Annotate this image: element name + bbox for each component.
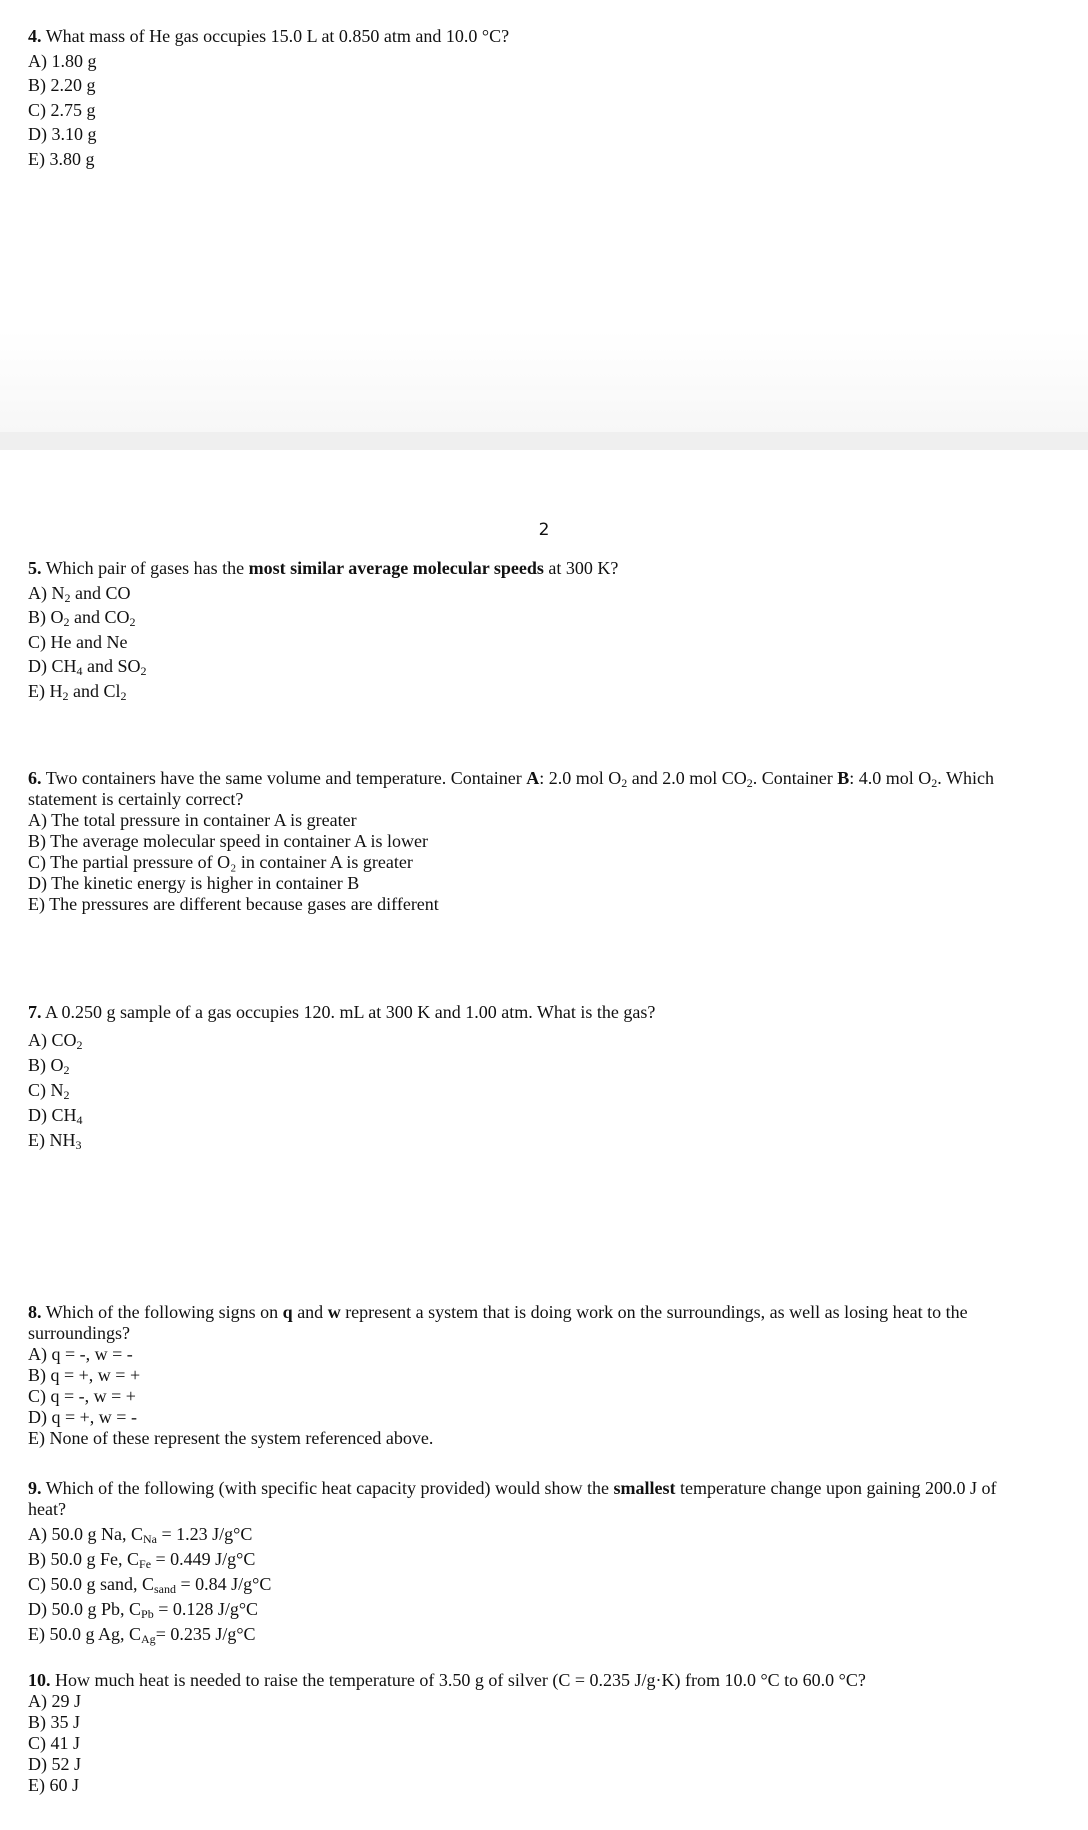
page-separator bbox=[0, 432, 1088, 450]
option-b[interactable]: B) 2.20 g bbox=[28, 75, 96, 95]
option-c[interactable]: C) $N_2$ bbox=[28, 1079, 70, 1102]
option-a[interactable]: A) q = -, w = - bbox=[28, 1344, 133, 1364]
question-stem: Which pair of gases has the bbox=[45, 558, 249, 578]
question-7 bbox=[28, 1000, 1038, 1153]
option-b[interactable]: B) $O_2$ bbox=[28, 1054, 70, 1077]
question-10-text bbox=[28, 1670, 1038, 1691]
option-d[interactable]: D) $CH_4$ bbox=[28, 1104, 83, 1127]
option-e[interactable]: E) 60 J bbox=[28, 1775, 79, 1795]
option-e[interactable]: E) 3.80 g bbox=[28, 148, 95, 169]
question-stem: How much heat is needed to raise the temperature of 3.50 g of silver (C = 0.235 J/g·K) from 10.0 °C to 60.0 °C? bbox=[55, 1670, 866, 1690]
option-b[interactable]: B) q = +, w = + bbox=[28, 1365, 141, 1385]
option-b[interactable]: B) $O_2$ and $CO_2$ bbox=[28, 607, 136, 629]
question-4-text bbox=[28, 24, 1038, 49]
question-stem-end: at 300 K? bbox=[543, 558, 619, 578]
question-5-text bbox=[28, 556, 1038, 581]
question-number: 9. bbox=[28, 1478, 42, 1498]
option-d[interactable]: D) 3.10 g bbox=[28, 124, 97, 144]
option-b[interactable]: B) 35 J bbox=[28, 1712, 81, 1732]
option-a[interactable]: A) 29 J bbox=[28, 1691, 81, 1711]
question-9-text: 9. Which of the following (with specific heat capacity provided) would show the smallest temperature change upon gaining 200.0 J of heat? bbox=[28, 1478, 997, 1519]
option-e[interactable]: E) None of these represent the system referenced above. bbox=[28, 1428, 434, 1448]
option-e[interactable]: E) The pressures are different because gases are different bbox=[28, 894, 439, 914]
question-emphasis: most similar average molecular speeds bbox=[248, 558, 544, 578]
option-d[interactable]: D) q = +, w = - bbox=[28, 1407, 137, 1427]
question-7-text bbox=[28, 1000, 1038, 1025]
option-e[interactable]: E) $NH_3$ bbox=[28, 1129, 82, 1152]
option-d[interactable]: D) 50.0 g Pb, $C_{Pb} = 0.128$ J/g°C bbox=[28, 1599, 259, 1621]
option-e[interactable]: E) 50.0 g Ag, $C_{Ag}= 0.235$ J/g°C bbox=[28, 1624, 256, 1646]
option-c[interactable]: C) q = -, w = + bbox=[28, 1386, 136, 1406]
option-c[interactable]: C) He and Ne bbox=[28, 631, 128, 652]
question-6 bbox=[28, 768, 1038, 915]
option-a[interactable]: A) 50.0 g Na, $C_{Na} = 1.23$ J/g°C bbox=[28, 1524, 253, 1546]
question-4 bbox=[28, 24, 1038, 171]
option-e[interactable]: E) $H_2$ and $Cl_2$ bbox=[28, 680, 127, 703]
option-d[interactable]: D) $CH_4$ and $SO_2$ bbox=[28, 656, 147, 678]
page-bottom-shade bbox=[0, 330, 1088, 432]
option-d[interactable]: D) The kinetic energy is higher in container B bbox=[28, 873, 360, 893]
question-number: 8. bbox=[28, 1302, 42, 1322]
question-5 bbox=[28, 556, 1038, 703]
option-c[interactable]: C) The partial pressure of O₂ in container A is greater bbox=[28, 852, 413, 872]
question-stem: What mass of He gas occupies 15.0 L at 0.850 atm and 10.0 °C? bbox=[45, 26, 510, 46]
page-number: 2 bbox=[538, 520, 550, 540]
option-a[interactable]: A) $N_2$ and CO bbox=[28, 582, 131, 605]
option-d[interactable]: D) 52 J bbox=[28, 1754, 81, 1774]
question-number: 4. bbox=[28, 26, 42, 46]
question-number: 7. bbox=[28, 1002, 42, 1022]
question-stem: A 0.250 g sample of a gas occupies 120. mL at 300 K and 1.00 atm. What is the gas? bbox=[45, 1002, 656, 1022]
option-c[interactable]: C) 41 J bbox=[28, 1733, 81, 1753]
option-a[interactable]: A) The total pressure in container A is greater bbox=[28, 810, 357, 830]
question-8-text: 8. Which of the following signs on q and w represent a system that is doing work on the surroundings, as well as losing heat to the surroundings? bbox=[28, 1302, 968, 1343]
question-9 bbox=[28, 1478, 1038, 1647]
option-a[interactable]: A) $CO_2$ bbox=[28, 1029, 83, 1052]
question-10 bbox=[28, 1670, 1038, 1796]
option-b[interactable]: B) 50.0 g Fe, $C_{Fe} = 0.449$ J/g°C bbox=[28, 1549, 256, 1571]
option-a[interactable]: A) 1.80 g bbox=[28, 50, 97, 71]
question-number: 10. bbox=[28, 1670, 51, 1690]
question-number: 5. bbox=[28, 558, 42, 578]
option-b[interactable]: B) The average molecular speed in container A is lower bbox=[28, 831, 429, 851]
question-8 bbox=[28, 1302, 1038, 1449]
question-6-text: 6. Two containers have the same volume and temperature. Container A: 2.0 mol $O_2$ and 2.0 mol $CO_2$. Container B: 4.0 mol $O_2$. Which statement is certainly correct? bbox=[28, 768, 994, 809]
option-c[interactable]: C) 50.0 g sand, $C_{sand} = 0.84$ J/g°C bbox=[28, 1574, 272, 1596]
question-number: 6. bbox=[28, 768, 42, 788]
option-c[interactable]: C) 2.75 g bbox=[28, 99, 96, 120]
